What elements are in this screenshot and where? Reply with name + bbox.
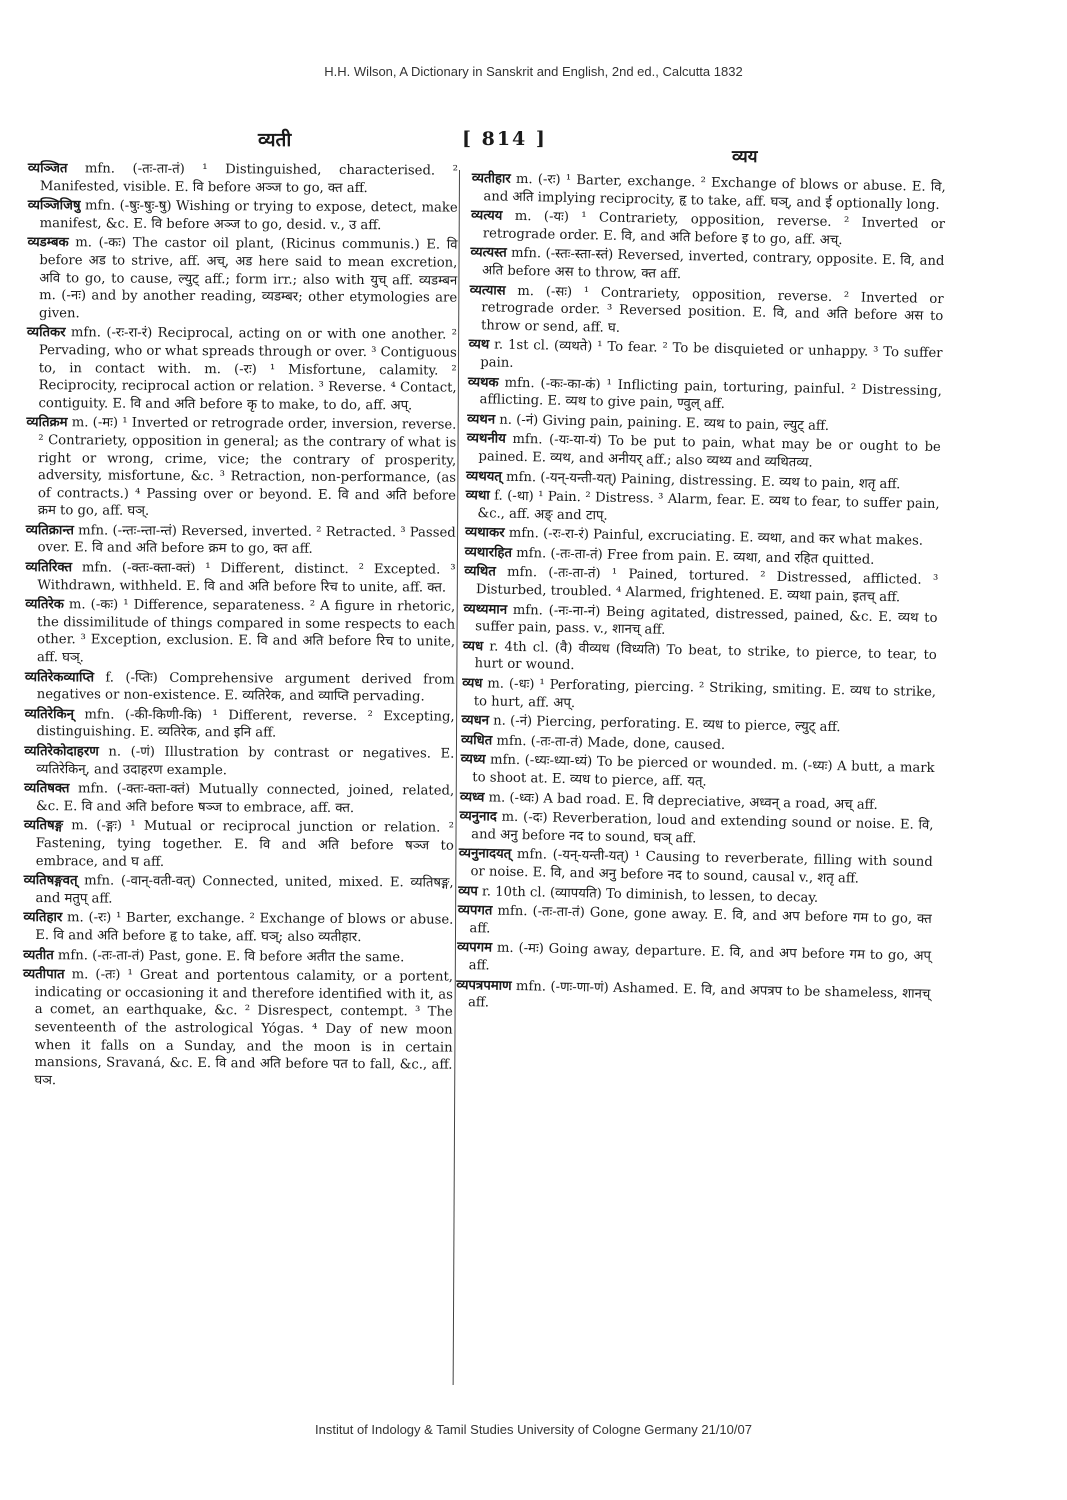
entry-headword: व्यथित [464,564,496,580]
entry-definition: m. (-दः) Reverberation, loud and extending sound or noise. E. वि, and अनु before नद to sound, घञ् aff. [471,809,934,847]
entry-definition: mfn. (-स्तः-स्ता-स्तं) Reversed, inverted, contrary, opposite. E. वि, and अति before अस to throw, क्त aff. [481,246,945,283]
entry-headword: व्यधन [461,713,490,729]
entry-headword: व्यध्य [460,752,486,768]
dictionary-entry [23,872,453,910]
entry-headword: व्यतिषङ्ग [23,818,64,834]
dictionary-entry [24,706,454,744]
entry-headword: व्यपत्रपमाण [456,977,512,994]
entry-headword: व्यधित [460,732,493,749]
dictionary-entry [26,324,457,415]
running-head-right: व्यय [732,147,758,167]
entry-headword: व्यतिषङ्गवत् [23,873,78,889]
entry-headword: व्यतीपात [22,967,65,983]
entry-definition: r. 1st cl. (व्यथते) ¹ To fear. ² To be disquieted or unhappy. ³ To suffer pain. [480,337,943,371]
dictionary-entry [23,909,453,947]
entry-definition: mfn. (-कः-का-कं) ¹ Inflicting pain, torturing, painful. ² Distressing, afflicting. E. व्यथ to give pain, ण्वुल् aff. [479,375,942,413]
entry-definition: m. (-ङ्गः) ¹ Mutual or reciprocal junction or relation. ² Fastening, tying together. E. वि and अति before षञ्ज to embrace, and घ aff. [35,818,454,870]
footer-credit: Institut of Indology & Tamil Studies University of Cologne Germany 21/10/07 [315,1422,752,1437]
dictionary-entry [22,966,453,1092]
dictionary-entry [469,282,944,344]
entry-headword: व्यपगत [457,903,493,919]
entry-definition: m. (-तः) ¹ Great and portentous calamity, or a portent, indicating or occasioning it and therefore identified with it, as a comet, an earthquake, &c. ² Disrespect, contempt. ³ The seventeenth of the astrological Yógas. ⁴ Day of new moon when it falls on a Sunday, and the moon is in certain mansions, Sravaná, &c. E. वि and अति before पत to fall, &c., aff. घञ. [34,967,454,1088]
right-column [456,170,946,1023]
entry-definition: mfn. (-तः-ता-तं) ¹ Distinguished, characterised. ² Manifested, visible. E. वि before अञ्ज to go, क्त aff. [39,161,458,196]
entry-headword: व्यतिरिक्त [25,560,73,576]
entry-headword: व्यध्व [459,789,485,805]
dictionary-entry [28,197,458,235]
entry-definition: mfn. (-यन्-यन्ती-यत्) ¹ Causing to reverberate, filling with sound or noise. E. वि, and अनु before नद to sound, causal v., शतृ aff. [470,847,933,887]
dictionary-entry [25,559,455,597]
entry-headword: व्यनुनादयत् [458,846,512,863]
dictionary-entry [25,596,455,669]
entry-definition: m. (-मः) Going away, departure. E. वि, and अप before गम to go, अप् aff. [468,940,932,974]
entry-definition: mfn. (-क्तः-क्ता-क्तं) ¹ Different, distinct. ² Excepted. ³ Withdrawn, withheld. E. वि and अति before रिच to unite, aff. क्त. [37,560,456,596]
entry-headword: व्यथक [467,374,499,391]
entry-definition: mfn. (-तः-ता-तं) Free from pain. E. व्यथा, and रहित quitted. [511,545,875,568]
dictionary-entry [27,234,458,325]
entry-definition: mfn. (-न्तः-न्ता-न्तं) Reversed, inverted. ² Retracted. ³ Passed over. E. वि and अति before क्रम to go, क्त aff. [37,523,456,558]
dictionary-entry [26,522,456,560]
entry-headword: व्यतीहार [471,170,511,187]
entry-headword: व्यतिकर [26,325,66,341]
entry-headword: व्यथ्यमान [463,601,508,618]
entry-definition: m. (-ध्वः) A bad road. E. वि depreciative, अध्वन् a road, अच् aff. [484,789,878,813]
entry-headword: व्यथाकर [464,525,505,541]
entry-definition: m. (-सः) ¹ Contrariety, opposition, reverse. ² Inverted or retrograde order. ³ Reversed position. E. वि, and अति before अस to throw or send, aff. घ. [480,283,944,336]
entry-headword: व्यत्यास [469,282,506,299]
entry-definition: m. (-रः) ¹ Barter, exchange. ² Exchange of blows or abuse. E. वि, and अति implying reciprocity, हृ to take, aff. घञ्, and ई optionally long. [483,171,946,213]
running-head-left: व्यती [258,129,292,151]
entry-headword: व्यतिक्रान्त [25,522,75,539]
entry-definition: m. (-रः) ¹ Barter, exchange. ² Exchange of blows or abuse. E. वि and अति before हृ to take, aff. घञ्; also व्यतीहार. [35,910,454,945]
entry-definition: f. (-प्तिः) Comprehensive argument derived from negatives or non-existence. E. व्यतिरेक, and व्याप्ति pervading. [36,670,455,705]
entry-headword: व्यध [462,638,484,655]
entry-headword: व्यथन [467,411,496,428]
entry-headword: व्यत्यय [470,208,503,224]
entry-definition: f. (-था) ¹ Pain. ² Distress. ³ Alarm, fear. E. व्यथ to fear, to suffer pain, &c., aff. अङ् and टाप्. [477,488,940,524]
entry-headword: व्यञ्जित [27,160,68,177]
entry-headword: व्यतिरेक [25,597,64,613]
entry-headword: व्यत्यस्त [470,245,507,262]
entry-definition: mfn. (-तः-ता-तं) ¹ Pained, tortured. ² Distressed, afflicted. ³ Disturbed, troubled. ⁴ Alarmed, frightened. E. व्यथा pain, इतच् aff. [475,565,939,606]
entry-definition: mfn. (-नः-ना-नं) Being agitated, distressed, pained, &c. E. व्यथ to suffer pain, pass. v., शानच् aff. [475,602,938,639]
dictionary-entry [24,817,454,872]
entry-headword: व्यडम्बक [27,235,69,251]
dictionary-entry [25,669,455,707]
entry-headword: व्यतिषक्त [24,781,70,797]
entry-headword: व्यपगम [456,940,493,956]
entry-definition: mfn. (-ध्यः-ध्या-ध्यं) To be pierced or wounded. m. (-ध्यः) A butt, a mark to shoot at. E. व्यध to pierce, aff. यत्. [472,752,935,790]
entry-definition: m. (-कः) ¹ Difference, separateness. ² A figure in rhetoric, the dissimilitude of things compared in some respects to each other. ³ Exception, exclusion. E. वि and अति before रिच to unite, aff. घञ्. [36,597,456,666]
entry-definition: mfn. (-वान्-वती-वत्) Connected, united, mixed. E. व्यतिषङ्ग, and मतुप् aff. [35,873,454,907]
entry-headword: व्यतिरेकव्याप्ति [24,669,95,686]
entry-definition: mfn. (-रः-रा-रं) Reciprocal, acting on or with one another. ² Pervading, who or what spreads through or over. ³ Contiguous to, in contact with. m. (-रः) ¹ Misfortune, calamity. ² Reciprocity, reciprocal action or relation. ³ Reverse. ⁴ Contact, contiguity. E. वि and अति before कृ to make, to do, aff. अप्. [38,325,457,414]
entry-headword: व्यञ्जिजिषु [27,198,81,214]
entry-headword: व्यथयत् [465,468,503,485]
entry-definition: r. 4th cl. (वै) वीव्यध (विध्यति) To beat, to strike, to pierce, to tear, to hurt or wound. [474,639,937,674]
entry-definition: n. (-णं) Illustration by contrast or negatives. E. व्यतिरेकिन्, and उदाहरण example. [36,744,455,778]
page-number: [ 814 ] [462,128,547,150]
dictionary-entry [456,976,931,1020]
entry-definition: mfn. (-की-किणी-कि) ¹ Different, reverse. ² Excepting, distinguishing. E. व्यतिरेक, and इनि aff. [36,707,455,741]
entry-headword: व्यतिरेकिन् [24,706,75,723]
entry-headword: व्यथ [468,337,490,353]
entry-definition: mfn. (-यः-या-यं) To be put to pain, what may be or ought to be pained. E. व्यथ, and अनीयर् aff.; also व्यथ्य and व्यथितव्य. [478,432,941,471]
entry-definition: n. (-नं) Piercing, perforating. E. व्यध to pierce, ल्युट् aff. [488,713,841,736]
entry-headword: व्यप [458,883,478,899]
entry-definition: r. 10th cl. (व्यापयति) To diminish, to lessen, to decay. [477,883,819,906]
dictionary-entry [23,947,453,967]
entry-headword: व्यथारहित [464,544,513,561]
entry-headword: व्यतीत [23,947,54,963]
dictionary-entry [24,743,454,781]
dictionary-entry [26,414,457,522]
entry-headword: व्यध [461,675,483,692]
entry-definition: mfn. (-रः-रा-रं) Painful, excruciating. E. व्यथा, and कर what makes. [504,525,924,550]
left-column [22,160,458,1094]
dictionary-entry [28,160,458,198]
entry-headword: व्यतिरेकोदाहरण [24,743,99,760]
entry-definition: mfn. (-षुः-षुः-षु) Wishing or trying to expose, detect, make manifest, &c. E. वि before अञ्ज to go, desid. v., उ aff. [39,198,458,233]
header-credit: H.H. Wilson, A Dictionary in Sanskrit and English, 2nd ed., Calcutta 1832 [324,64,743,79]
entry-headword: व्यथा [465,488,490,504]
entry-definition: mfn. (-यन्-यन्ती-यत्) Paining, distressing. E. व्यथ to pain, शतृ aff. [501,469,901,492]
dictionary-entry [24,780,454,818]
entry-definition: mfn. (-णः-णा-णं) Ashamed. E. वि, and अपत्रप to be shameless, शानच् aff. [467,978,931,1011]
entry-definition: mfn. (-तः-ता-तं) Past, gone. E. वि before अतीत the same. [53,947,405,965]
entry-definition: mfn. (-तः-ता-तं) Gone, gone away. E. वि, and अप before गम to go, क्त aff. [469,903,932,937]
entry-definition: mfn. (-क्तः-क्ता-क्तं) Mutually connected, joined, related, &c. E. वि and अति before षञ्ज to embrace, aff. क्त. [36,781,455,816]
entry-headword: व्यतिक्रम [26,415,68,431]
entry-headword: व्यनुनाद [459,809,497,825]
entry-definition: m. (-धः) ¹ Perforating, piercing. ² Striking, smiting. E. व्यध to strike, to hurt, aff. अप्. [473,676,937,711]
entry-definition: n. (-नं) Giving pain, paining. E. व्यथ to pain, ल्युट् aff. [494,412,830,434]
entry-definition: mfn. (-तः-ता-तं) Made, done, caused. [492,733,726,753]
entry-headword: व्यथनीय [466,431,506,448]
entry-headword: व्यतिहार [23,910,63,926]
entry-definition: m. (-कः) The castor oil plant, (Ricinus communis.) E. वि before अड to strive, aff. अच्, अड here said to mean excretion, अवि to go, to cause, ल्युट् aff.; form irr.; also with युच् aff. व्यडम्बन m. (-नः) and by another reading, व्यडम्बर; other etymologies are given. [39,235,458,322]
entry-definition: m. (-मः) ¹ Inverted or retrograde order, inversion, reverse. ² Contrariety, opposition in general; as the contrary of what is right or wrong, crime, vice; the contrary of prosperity, adversity, misfortune, &c. ³ Retraction, non-performance, (as of contracts.) ⁴ Passing over or beyond. E. वि and अति before क्रम to go, aff. घञ्. [37,415,457,520]
entry-definition: m. (-यः) ¹ Contrariety, opposition, reverse. ² Inverted or retrograde order. E. वि, and अति before इ to go, aff. अच्. [482,208,946,248]
